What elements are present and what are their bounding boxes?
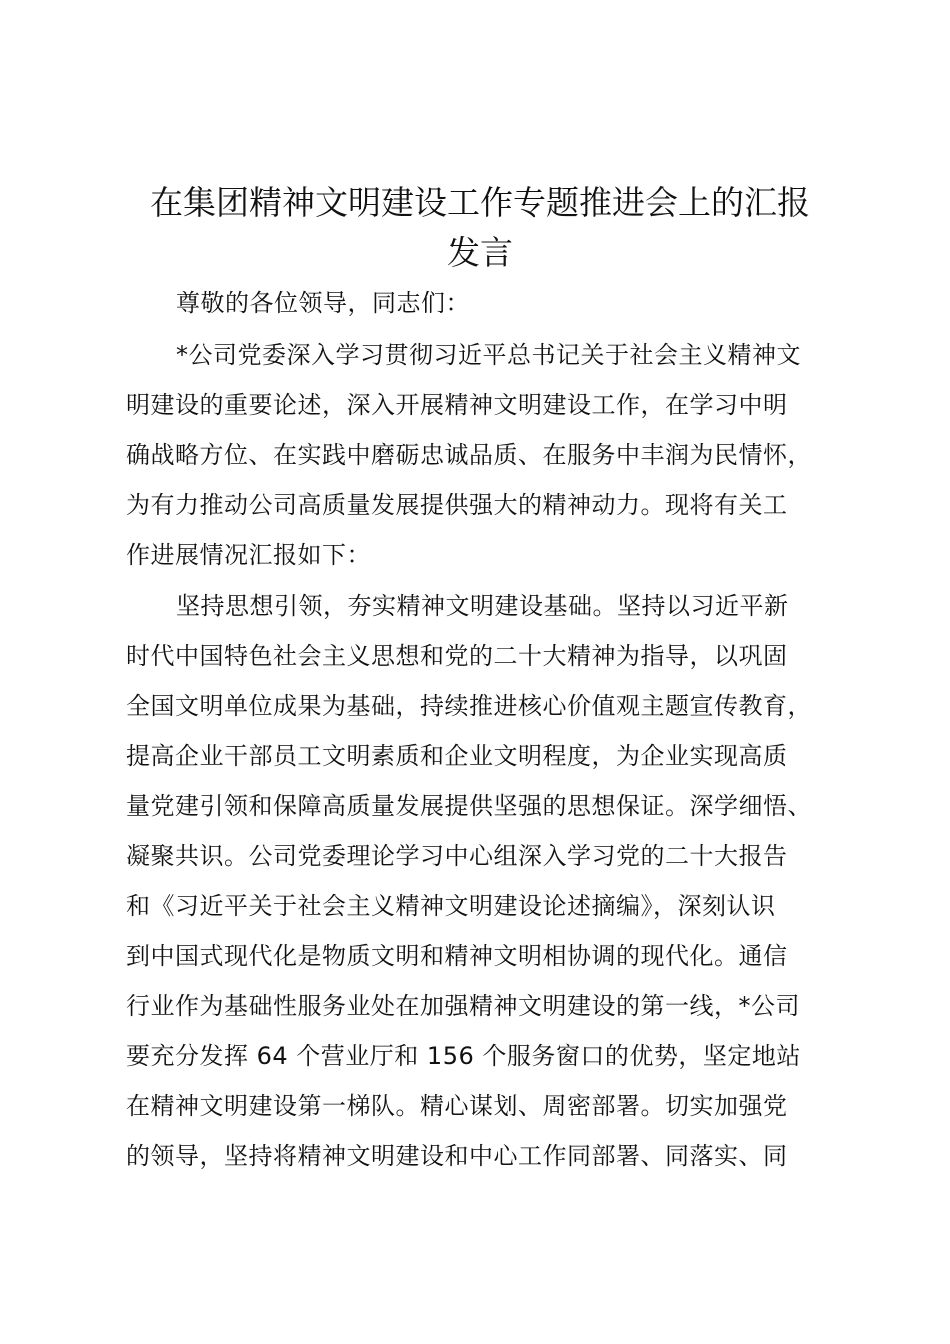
paragraph-1-line-4: 为有力推动公司高质量发展提供强大的精神动力。现将有关工 bbox=[126, 491, 788, 519]
paragraph-2-line-5: 量党建引领和保障高质量发展提供坚强的思想保证。深学细悟、 bbox=[126, 792, 812, 820]
paragraph-1-line-3: 确战略方位、在实践中磨砺忠诚品质、在服务中丰润为民情怀， bbox=[126, 441, 812, 469]
salutation: 尊敬的各位领导，同志们： bbox=[176, 289, 470, 317]
paragraph-2-line-1: 坚持思想引领，夯实精神文明建设基础。坚持以习近平新 bbox=[176, 592, 789, 620]
paragraph-1-line-2: 明建设的重要论述，深入开展精神文明建设工作，在学习中明 bbox=[126, 391, 788, 419]
paragraph-1-line-1: *公司党委深入学习贯彻习近平总书记关于社会主义精神文 bbox=[176, 341, 801, 369]
paragraph-2-line-8: 到中国式现代化是物质文明和精神文明相协调的现代化。通信 bbox=[126, 942, 788, 970]
paragraph-2-line-7: 和《习近平关于社会主义精神文明建设论述摘编》，深刻认识 bbox=[126, 892, 776, 920]
document-title bbox=[110, 178, 850, 278]
paragraph-2-line-2: 时代中国特色社会主义思想和党的二十大精神为指导，以巩固 bbox=[126, 642, 788, 670]
paragraph-2-line-11: 在精神文明建设第一梯队。精心谋划、周密部署。切实加强党 bbox=[126, 1092, 788, 1120]
paragraph-2-line-9: 行业作为基础性服务业处在加强精神文明建设的第一线，*公司 bbox=[126, 992, 800, 1020]
paragraph-2-line-10: 要充分发挥 64 个营业厅和 156 个服务窗口的优势，坚定地站 bbox=[126, 1042, 801, 1070]
title-line-2: 发言 bbox=[447, 233, 513, 272]
paragraph-2-line-4: 提高企业干部员工文明素质和企业文明程度，为企业实现高质 bbox=[126, 742, 788, 770]
title-line-1: 在集团精神文明建设工作专题推进会上的汇报 bbox=[150, 183, 810, 222]
paragraph-2-line-6: 凝聚共识。公司党委理论学习中心组深入学习党的二十大报告 bbox=[126, 842, 788, 870]
paragraph-1-line-5: 作进展情况汇报如下： bbox=[126, 541, 371, 569]
paragraph-2-line-3: 全国文明单位成果为基础，持续推进核心价值观主题宣传教育， bbox=[126, 692, 812, 720]
paragraph-2-line-12: 的领导，坚持将精神文明建设和中心工作同部署、同落实、同 bbox=[126, 1142, 788, 1170]
